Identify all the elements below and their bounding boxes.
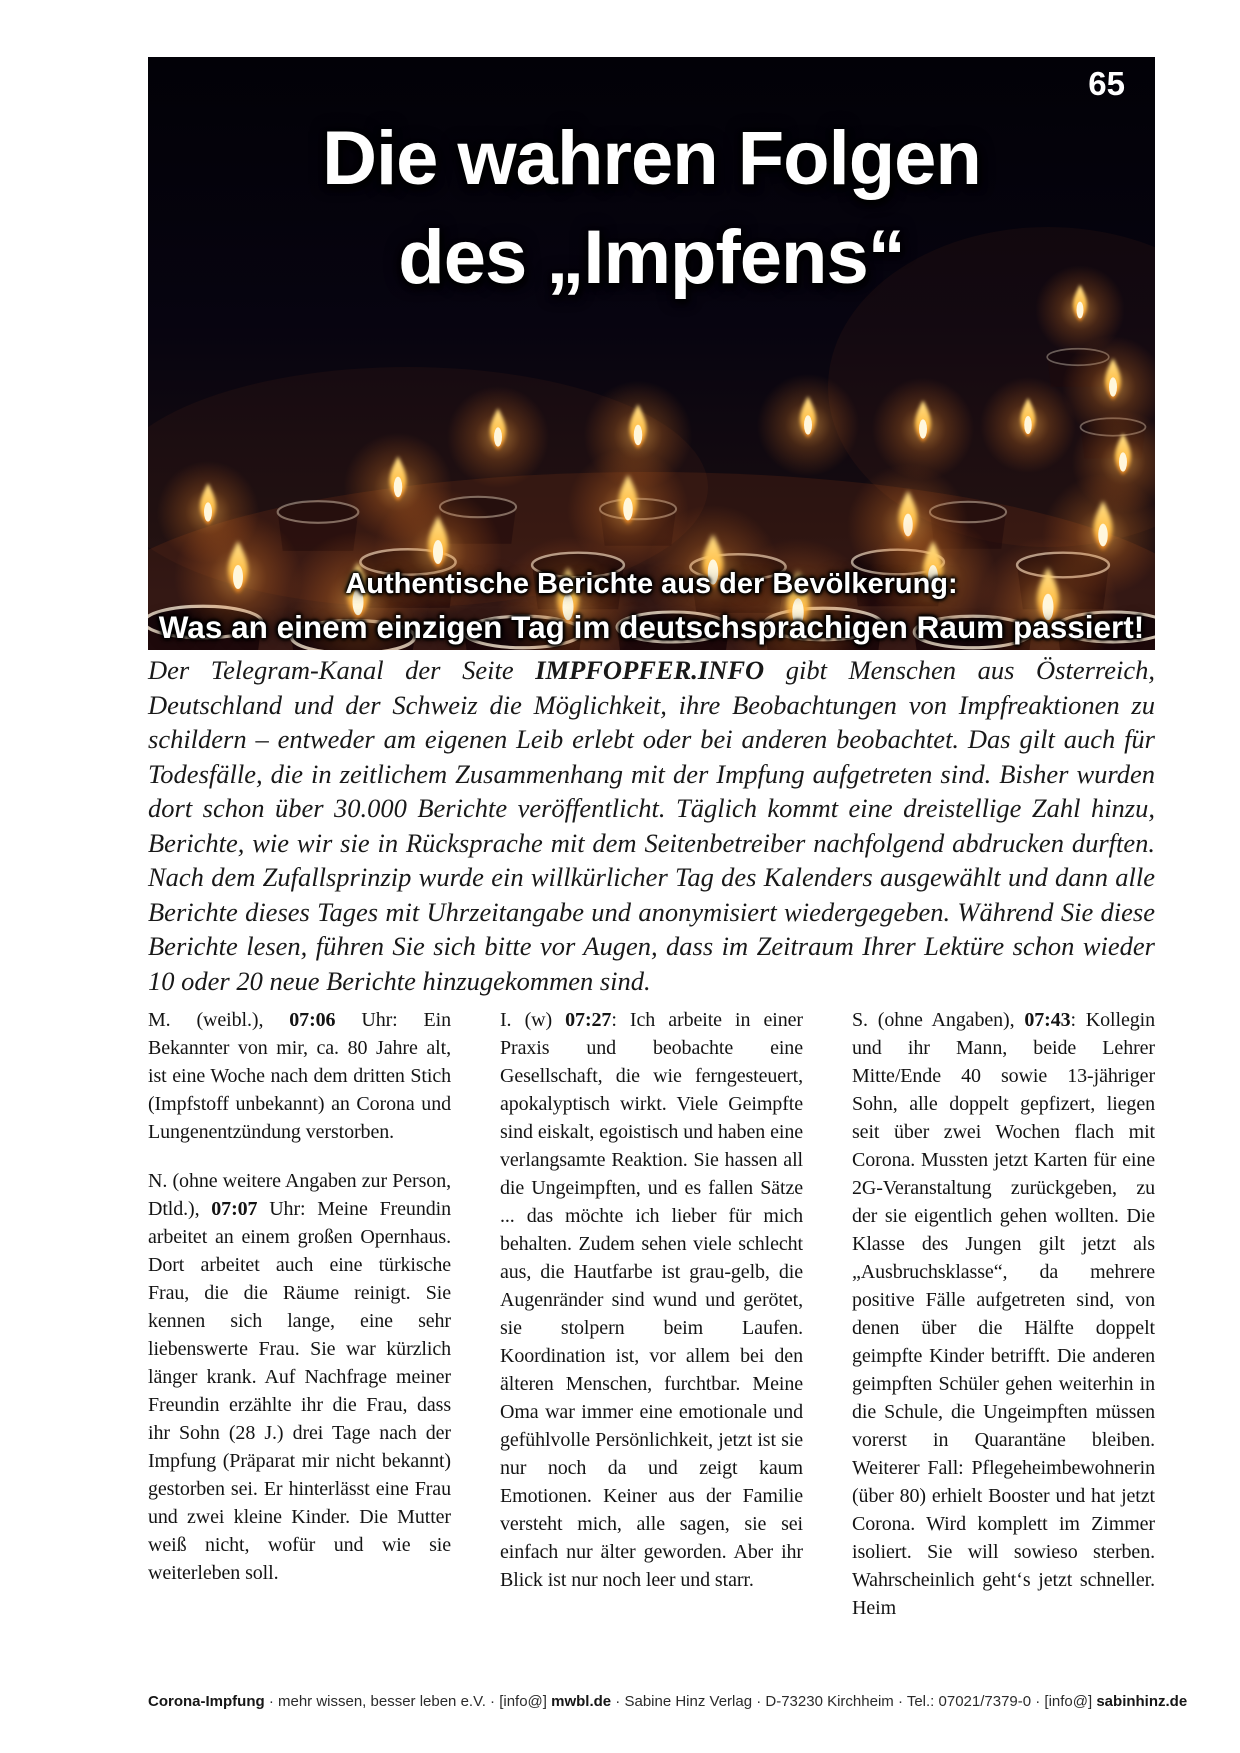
hero-subtitle-line2: Was an einem einzigen Tag im deutschsprachigen Raum passiert! bbox=[158, 609, 1145, 645]
report-author: M. (weibl.), bbox=[148, 1009, 290, 1031]
report-entry-0743 bbox=[852, 1006, 1155, 1622]
report-entry-0707 bbox=[148, 1167, 451, 1587]
article-title bbox=[148, 109, 1155, 307]
report-entry-0706 bbox=[148, 1006, 451, 1146]
report-author: I. (w) bbox=[500, 1009, 566, 1031]
report-time: 07:06 bbox=[289, 1009, 336, 1031]
intro-paragraph bbox=[148, 653, 1155, 998]
footer-site-sabinhinz: sabinhinz.de bbox=[1096, 1693, 1188, 1710]
report-time: 07:07 bbox=[211, 1198, 258, 1220]
report-column-3 bbox=[852, 1006, 1155, 1643]
page-number: 65 bbox=[1088, 65, 1125, 102]
site-name: IMPFOPFER.INFO bbox=[535, 655, 765, 685]
article-title-line2: des „Impfens“ bbox=[398, 215, 905, 300]
hero-subtitle-line1: Authentische Berichte aus der Bevölkerung: bbox=[345, 568, 958, 600]
hero-subtitle bbox=[148, 562, 1155, 648]
report-time: 07:43 bbox=[1024, 1009, 1071, 1031]
reports-columns bbox=[148, 1006, 1155, 1643]
report-column-2 bbox=[500, 1006, 803, 1643]
report-column-1 bbox=[148, 1006, 451, 1643]
article-title-line1: Die wahren Folgen bbox=[322, 116, 981, 201]
report-author: S. (ohne Angaben), bbox=[852, 1009, 1025, 1031]
hero-candles-section bbox=[148, 57, 1155, 650]
footer-text-1: · mehr wissen, besser leben e.V. · [info@] bbox=[264, 1693, 552, 1710]
page-footer bbox=[148, 1692, 1208, 1712]
report-author: N. (ohne weitere Angaben zur Person, Dtld.), bbox=[148, 1170, 451, 1220]
report-text: Uhr: Meine Freundin arbeitet an einem großen Opernhaus. Dort arbeitet auch eine türkische Frau, die die Räume reinigt. Sie kennen sich lange, eine sehr liebenswerte Frau. Sie war kürzlich länger krank. Auf Nachfrage meiner Freundin erzählte ihr die Frau, dass ihr Sohn (28 J.) drei Tage nach der Impfung (Präparat mir nicht bekannt) gestorben sei. Er hinterlässt eine Frau und zwei kleine Kinder. Die Mutter weiß nicht, wofür und wie sie weiterleben soll. bbox=[148, 1198, 451, 1584]
report-text: Uhr: Ein Bekannter von mir, ca. 80 Jahre alt, ist eine Woche nach dem dritten Stich (Impfstoff unbekannt) an Corona und Lungenentzündung verstorben. bbox=[148, 1009, 451, 1143]
footer-text-2: · Sabine Hinz Verlag · D-73230 Kirchheim · Tel.: 07021/7379-0 · [info@] bbox=[611, 1693, 1097, 1710]
report-entry-0727 bbox=[500, 1006, 803, 1594]
intro-text-after: gibt Menschen aus Österreich, Deutschland und der Schweiz die Möglichkeit, ihre Beobachtungen von Impfreaktionen zu schildern – entweder am eigenen Leib erlebt oder bei anderen beobachtet. Das gilt auch für Todesfälle, die in zeitlichem Zusammenhang mit der Impfung aufgetreten sind. Bisher wurden dort schon über 30.000 Berichte veröffentlicht. Täglich kommt eine dreistellige Zahl hinzu, Berichte, wie wir sie in Rücksprache mit dem Seitenbetreiber nachfolgend abdrucken durften. Nach dem Zufallsprinzip wurde ein willkürlicher Tag des Kalenders ausgewählt und dann alle Berichte dieses Tages mit Uhrzeitangabe und anonymisiert wiedergegeben. Während Sie diese Berichte lesen, führen Sie sich bitte vor Augen, dass im Zeitraum Ihrer Lektüre schon wieder 10 oder 20 neue Berichte hinzugekommen sind. bbox=[148, 655, 1155, 996]
intro-text-before: Der Telegram-Kanal der Seite bbox=[148, 655, 536, 685]
report-text: : Kollegin und ihr Mann, beide Lehrer Mitte/Ende 40 sowie 13-jähriger Sohn, alle doppelt gepfizert, liegen seit über zwei Wochen flach mit Corona. Mussten jetzt Karten für eine 2G-Veranstaltung zurückgeben, zu der sie eigentlich gehen wollten. Die Klasse des Jungen gilt jetzt als „Ausbruchsklasse“, da mehrere positive Fälle aufgetreten sind, von denen über die Hälfte doppelt geimpfte Kinder betrifft. Die anderen geimpften Schüler gehen weiterhin in die Schule, die Ungeimpften müssen vorerst in Quarantäne bleiben. Weiterer Fall: Pflegeheimbewohnerin (über 80) erhielt Booster und hat jetzt Corona. Wird komplett im Zimmer isoliert. Sie will sowieso sterben. Wahrscheinlich geht‘s jetzt schneller. Heim bbox=[852, 1009, 1155, 1619]
report-text: : Ich arbeite in einer Praxis und beobachte eine Gesellschaft, die wie ferngesteuert, apokalyptisch wirkt. Viele Geimpfte sind eiskalt, egoistisch und haben eine verlangsamte Reaktion. Sie hassen all die Ungeimpften, und es fallen Sätze ... das möchte ich lieber für mich behalten. Zudem sehen viele schlecht aus, die Hautfarbe ist grau-gelb, die Augenränder sind wund und gerötet, sie stolpern beim Laufen. Koordination ist, vor allem bei den älteren Menschen, furchtbar. Meine Oma war immer eine emotionale und gefühlvolle Persönlichkeit, jetzt ist sie nur noch da und zeigt kaum Emotionen. Keiner aus der Familie versteht mich, alle sagen, sie sei einfach nur älter geworden. Aber ihr Blick ist nur noch leer und starr. bbox=[500, 1009, 803, 1591]
report-time: 07:27 bbox=[565, 1009, 612, 1031]
footer-site-mwbl: mwbl.de bbox=[551, 1693, 612, 1710]
footer-brand: Corona-Impfung bbox=[148, 1693, 265, 1710]
